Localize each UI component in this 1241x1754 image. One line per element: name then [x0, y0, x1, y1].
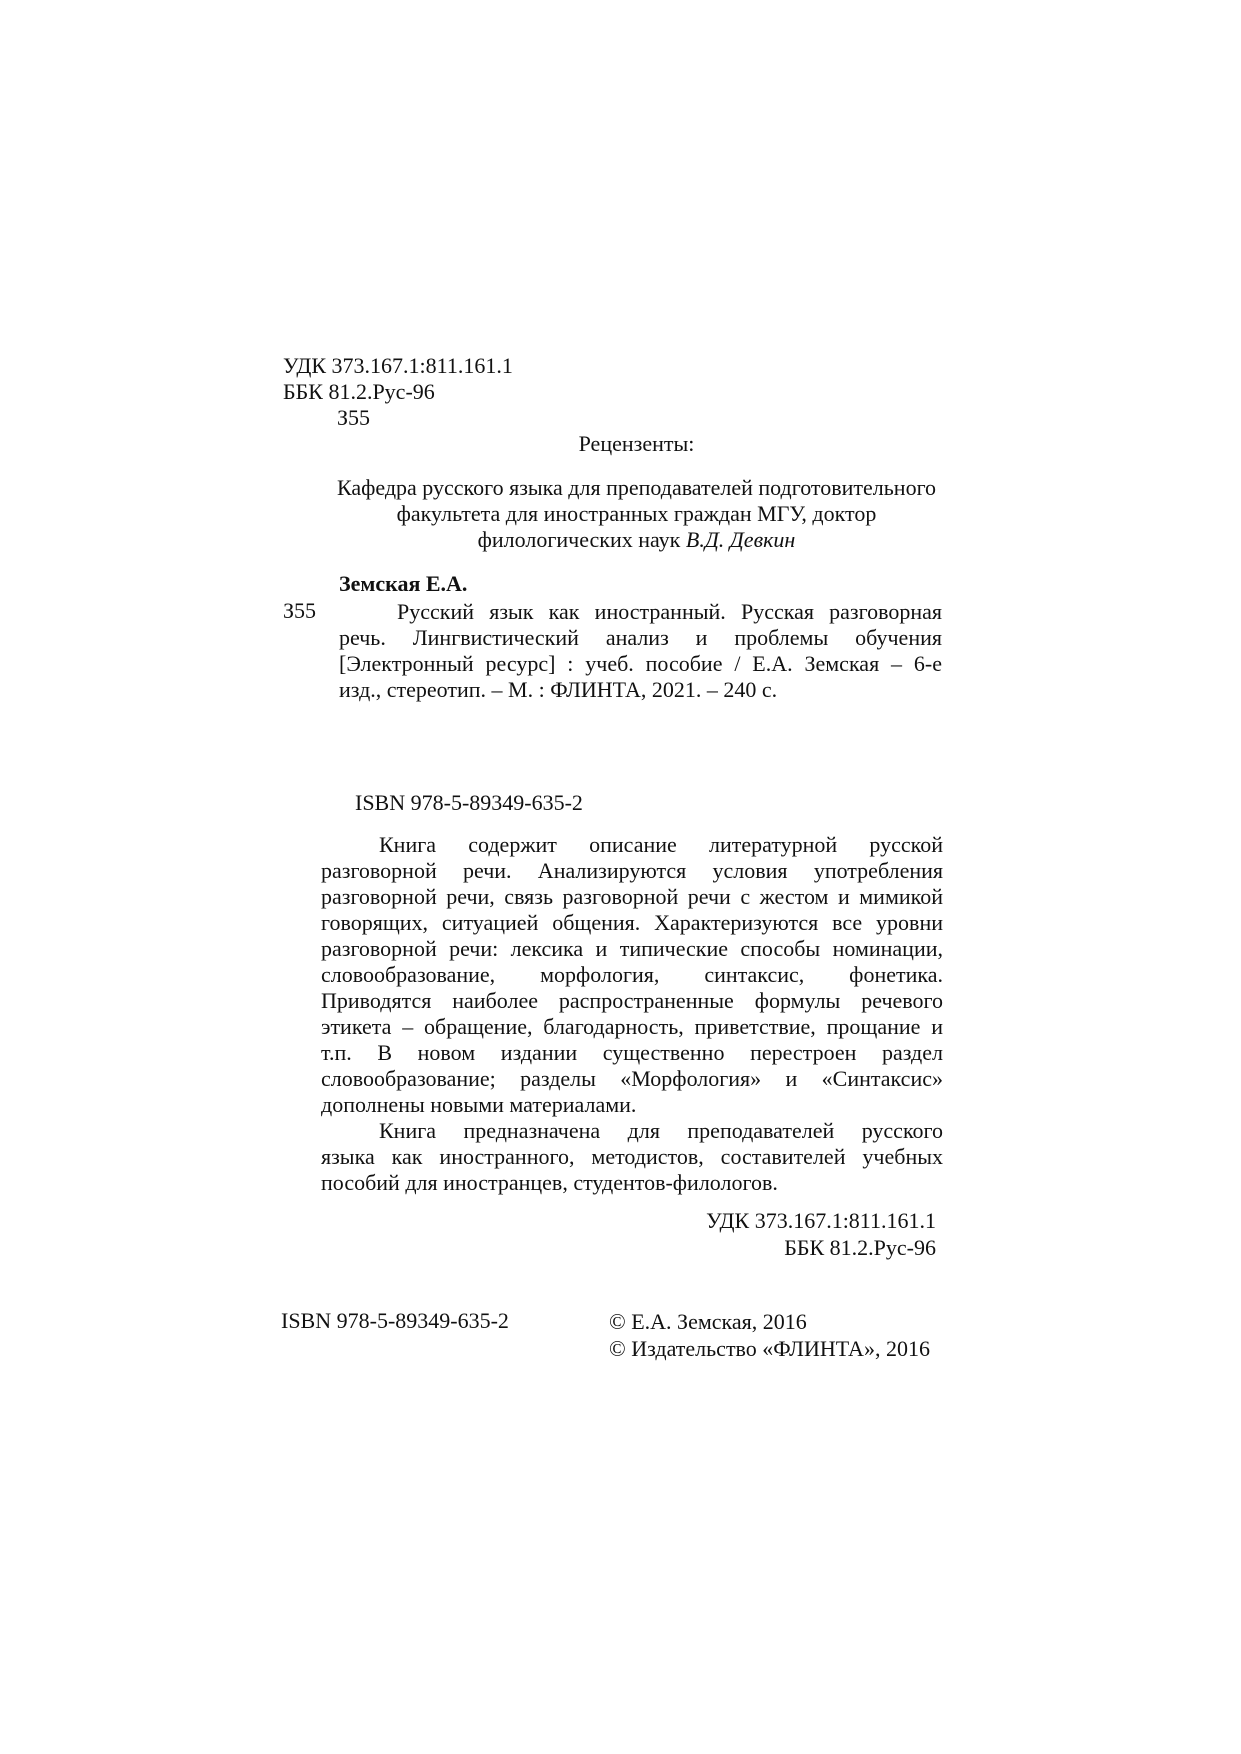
annotation-line: этикета – обращение, благодарность, приветствие, прощание и: [321, 1014, 943, 1039]
bbk-code-top: ББК 81.2.Рус-96: [283, 379, 435, 404]
annotation-paragraph-2: [321, 1118, 943, 1196]
reviewers-heading: Рецензенты:: [578, 431, 695, 456]
footer-isbn: ISBN 978-5-89349-635-2: [281, 1308, 509, 1333]
annotation-line: т.п. В новом издании существенно перестроен раздел: [321, 1040, 943, 1065]
entry-description-line: речь. Лингвистический анализ и проблемы обучения: [339, 625, 942, 650]
entry-description-line: Русский язык как иностранный. Русская разговорная: [397, 599, 942, 624]
reviewer-name: В.Д. Девкин: [685, 527, 796, 552]
bbk-code-bottom: ББК 81.2.Рус-96: [784, 1235, 936, 1260]
annotation-line: Приводятся наиболее распространенные формулы речевого: [321, 988, 943, 1013]
annotation-line: словообразование, морфология, синтаксис, фонетика.: [321, 962, 943, 987]
annotation-line: дополнены новыми материалами.: [321, 1092, 637, 1117]
entry-isbn: ISBN 978-5-89349-635-2: [355, 790, 583, 815]
annotation-line: говорящих, ситуацией общения. Характеризуются все уровни: [321, 910, 943, 935]
reviewers-line-3: [283, 527, 990, 553]
author-mark-top: З55: [337, 405, 371, 430]
copyright-publisher: © Издательство «ФЛИНТА», 2016: [609, 1336, 930, 1361]
annotation-line: разговорной речи: лексика и типические способы номинации,: [321, 936, 943, 961]
annotation-line: языка как иностранного, методистов, составителей учебных: [321, 1144, 943, 1169]
copyright-author: © Е.А. Земская, 2016: [609, 1309, 807, 1334]
annotation-paragraph-1: [321, 832, 943, 1118]
entry-description: [339, 599, 942, 703]
annotation-line: пособий для иностранцев, студентов-филологов.: [321, 1170, 778, 1195]
entry-description-line: изд., стереотип. – М. : ФЛИНТА, 2021. – 240 с.: [339, 677, 778, 702]
reviewers-line-2: факультета для иностранных граждан МГУ, доктор: [396, 501, 877, 526]
annotation-line: разговорной речи, связь разговорной речи с жестом и мимикой: [321, 884, 943, 909]
reviewers-line-3-prefix: филологических наук: [477, 527, 686, 552]
annotation-line: словообразование; разделы «Морфология» и «Синтаксис»: [321, 1066, 943, 1091]
entry-description-line: [Электронный ресурс] : учеб. пособие / Е.А. Земская – 6-е: [339, 651, 942, 676]
annotation-line: разговорной речи. Анализируются условия употребления: [321, 858, 943, 883]
reviewers-line-1: Кафедра русского языка для преподавателей подготовительного: [336, 475, 937, 500]
entry-author: Земская Е.А.: [339, 571, 468, 596]
annotation-line: Книга содержит описание литературной русской: [379, 832, 943, 857]
udk-code-bottom: УДК 373.167.1:811.161.1: [706, 1208, 936, 1233]
udk-code-top: УДК 373.167.1:811.161.1: [283, 353, 513, 378]
annotation-line: Книга предназначена для преподавателей русского: [379, 1118, 943, 1143]
entry-author-mark: З55: [283, 598, 317, 623]
